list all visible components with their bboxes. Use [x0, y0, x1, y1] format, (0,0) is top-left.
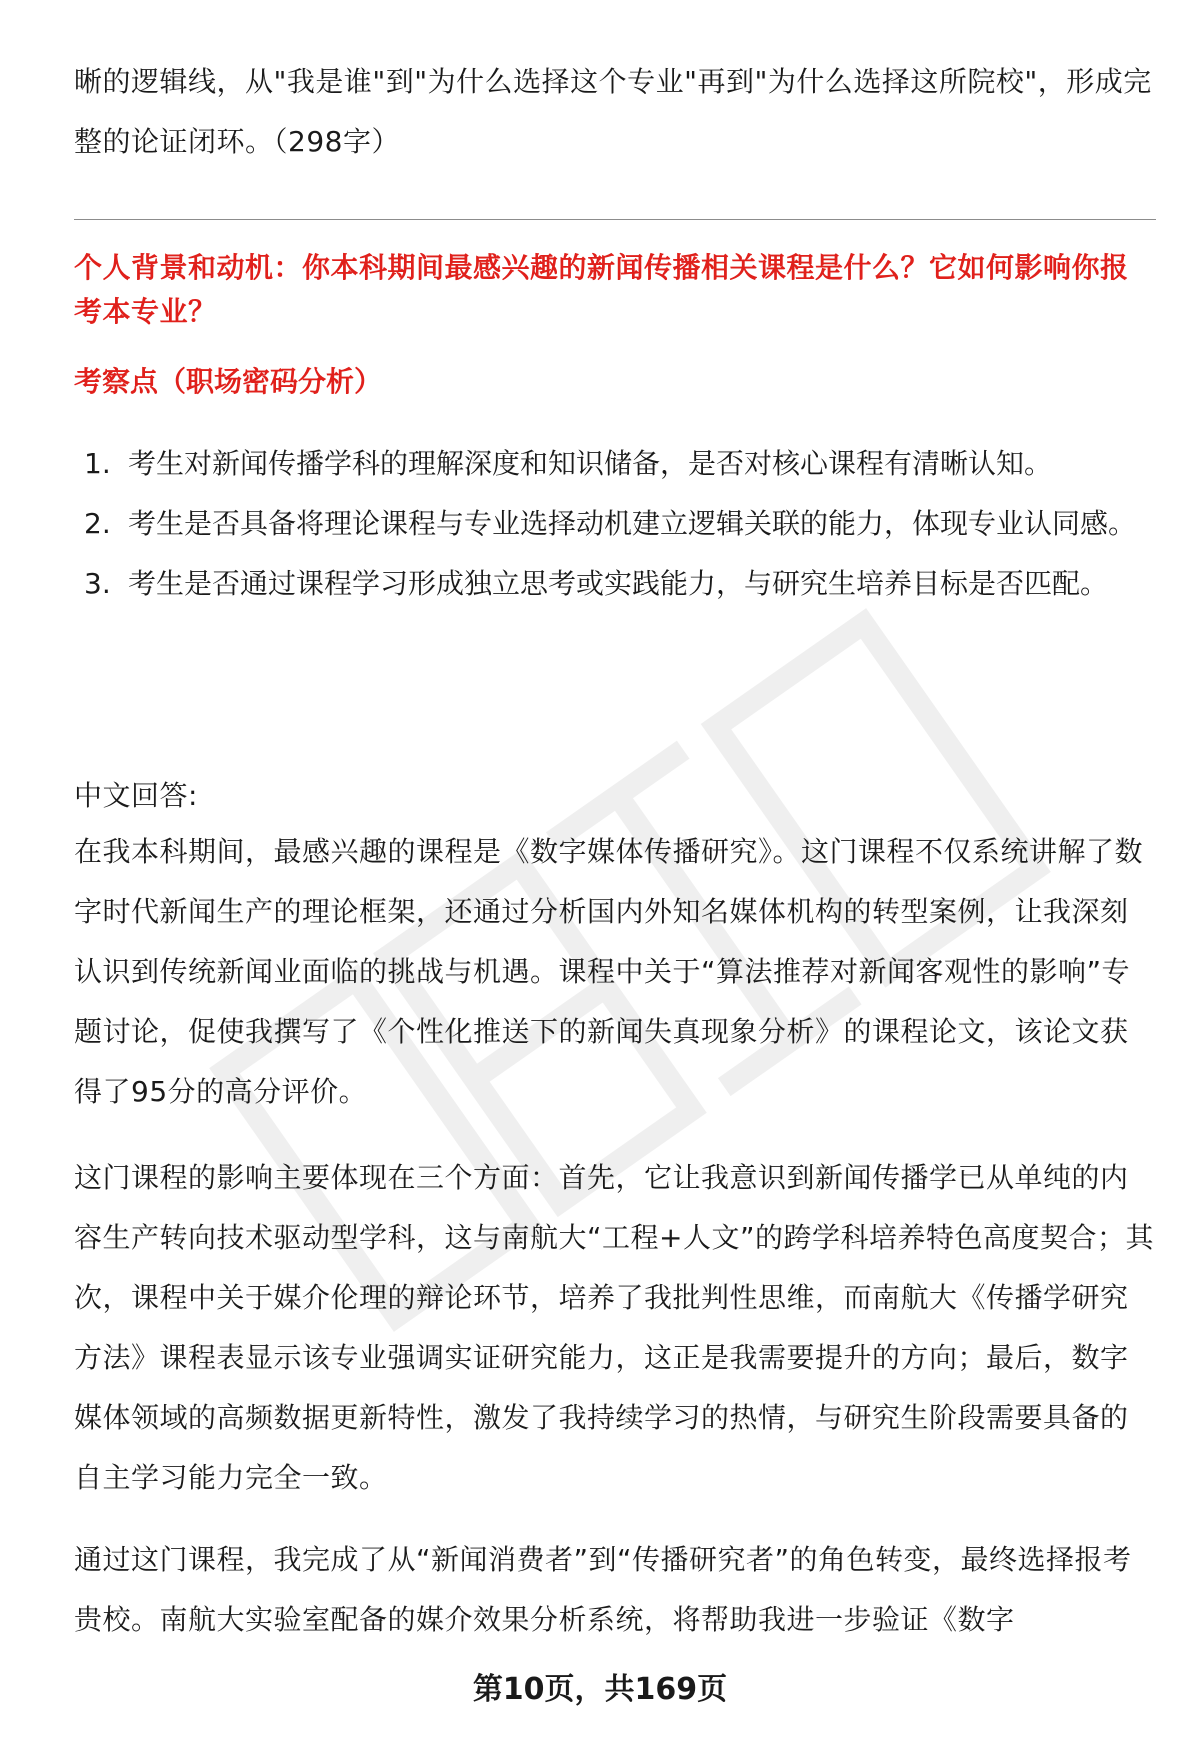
answer-paragraph: 这门课程的影响主要体现在三个方面：首先，它让我意识到新闻传播学已从单纯的内容生产转向技术驱动型学科，这与南航大“工程+人文”的跨学科培养特色高度契合；其次，课程中关于媒介伦理的辩论环节，培养了我批判性思维，而南航大《传播学研究方法》课程表显示该专业强调实证研究能力，这正是我需要提升的方向；最后，数字媒体领域的高频数据更新特性，激发了我持续学习的热情，与研究生阶段需要具备的自主学习能力完全一致。 — [74, 1161, 1154, 1494]
list-item-number: 3. — [84, 567, 111, 600]
list-item-text: 考生是否通过课程学习形成独立思考或实践能力，与研究生培养目标是否匹配。 — [128, 567, 1109, 600]
answer-paragraph: 通过这门课程，我完成了从“新闻消费者”到“传播研究者”的角色转变，最终选择报考贵校。南航大实验室配备的媒介效果分析系统，将帮助我进一步验证《数字 — [74, 1543, 1132, 1636]
section-divider — [74, 219, 1156, 220]
assessment-points-list — [74, 434, 1154, 614]
answer-label: 中文回答: — [74, 779, 198, 812]
list-item — [74, 434, 1154, 494]
question-title: 个人背景和动机：你本科期间最感兴趣的新闻传播相关课程是什么？它如何影响你报考本专业？ — [74, 251, 1129, 328]
list-item-text: 考生对新闻传播学科的理解深度和知识储备，是否对核心课程有清晰认知。 — [128, 447, 1053, 480]
list-item-number: 1. — [84, 447, 111, 480]
list-item-text: 考生是否具备将理论课程与专业选择动机建立逻辑关联的能力，体现专业认同感。 — [128, 507, 1137, 540]
intro-paragraph: 晰的逻辑线，从"我是谁"到"为什么选择这个专业"再到"为什么选择这所院校"，形成完整的论证闭环。（298字） — [74, 65, 1152, 158]
list-item — [74, 554, 1154, 614]
section-heading: 考察点（职场密码分析） — [74, 365, 383, 398]
list-item-number: 2. — [84, 507, 111, 540]
page-number: 第10页，共169页 — [472, 1672, 728, 1707]
list-item — [74, 494, 1154, 554]
answer-paragraph: 在我本科期间，最感兴趣的课程是《数字媒体传播研究》。这门课程不仅系统讲解了数字时代新闻生产的理论框架，还通过分析国内外知名媒体机构的转型案例，让我深刻认识到传统新闻业面临的挑战与机遇。课程中关于“算法推荐对新闻客观性的影响”专题讨论，促使我撰写了《个性化推送下的新闻失真现象分析》的课程论文，该论文获得了95分的高分评价。 — [74, 835, 1144, 1108]
